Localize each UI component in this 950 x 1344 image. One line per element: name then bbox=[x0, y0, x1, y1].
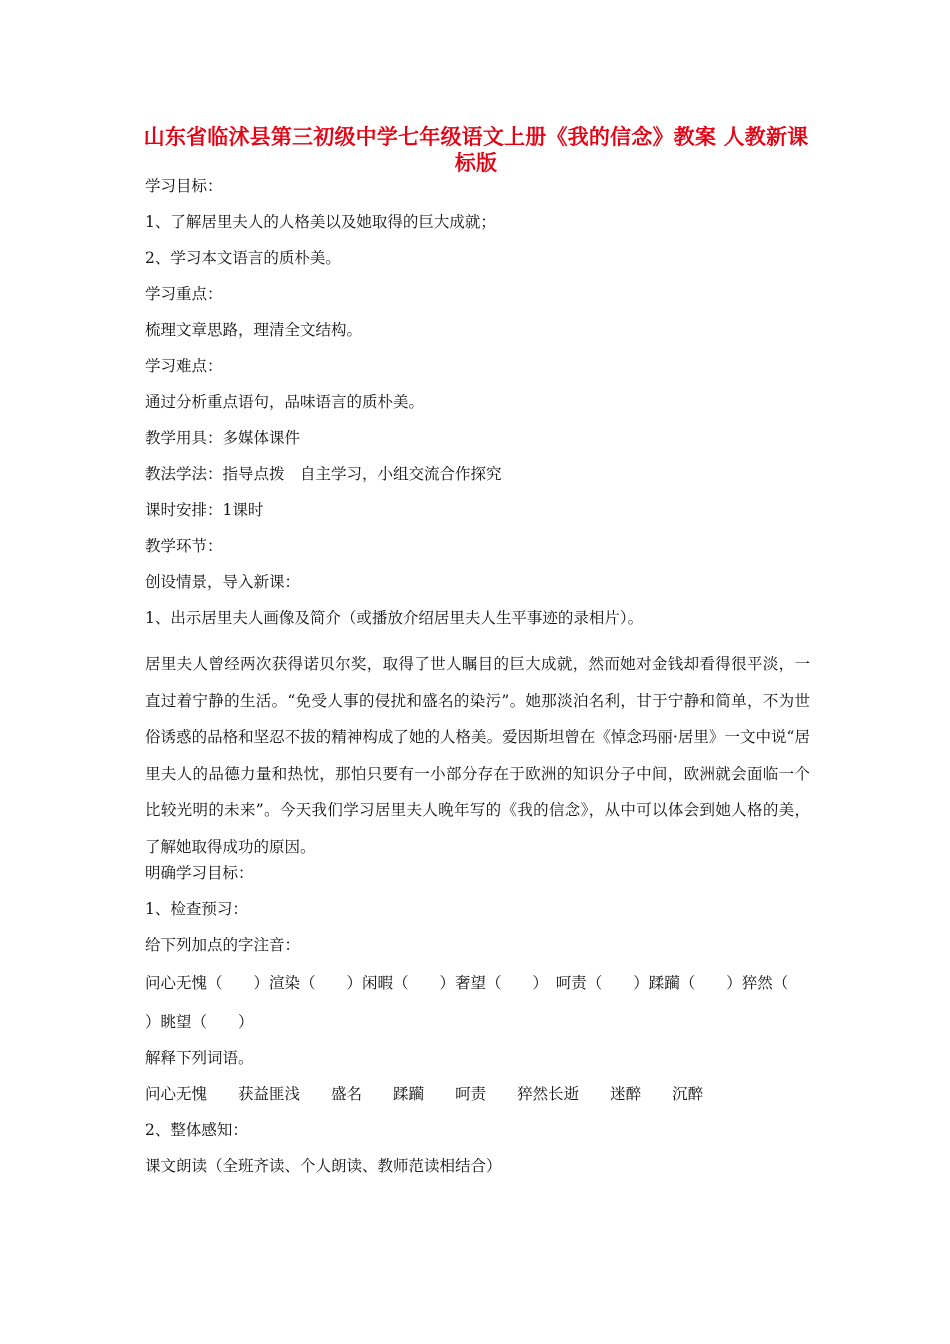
phonetic-exercise-line-2: ）眺望（ ） bbox=[145, 1013, 254, 1031]
document-title: 山东省临沭县第三初级中学七年级语文上册《我的信念》教案 人教新课标版 bbox=[143, 125, 809, 175]
intro-item-1: 1、出示居里夫人画像及简介（或播放介绍居里夫人生平事迹的录相片）。 bbox=[145, 609, 644, 627]
intro-paragraph: 居里夫人曾经两次获得诺贝尔奖，取得了世人瞩目的巨大成就，然而她对金钱却看得很平淡，一直过着宁静的生活。“免受人事的侵扰和盛名的染污”。她那淡泊名利，甘于宁静和简单，不为世俗诱惑的品格和坚忍不拔的精神构成了她的人格美。爱因斯坦曾在《悼念玛丽·居里》一文中说“居里夫人的品德力量和热忱，那怕只要有一小部分存在于欧洲的知识分子中间，欧洲就会面临一个比较光明的未来”。今天我们学习居里夫人晚年写的《我的信念》，从中可以体会到她人格的美，了解她取得成功的原因。 bbox=[145, 655, 810, 856]
phonetic-exercise-line-1: 问心无愧（ ）渲染（ ）闲暇（ ）奢望（ ） 呵责（ ）蹂躏（ ）猝然（ bbox=[145, 974, 789, 992]
vocabulary-word: 迷醉 bbox=[610, 1085, 642, 1103]
vocabulary-word: 蹂躏 bbox=[393, 1085, 425, 1103]
intro-heading: 创设情景，导入新课： bbox=[145, 573, 301, 591]
vocabulary-word: 盛名 bbox=[331, 1085, 363, 1103]
overall-heading: 2、整体感知： bbox=[145, 1121, 248, 1139]
goal-item-1: 1、了解居里夫人的人格美以及她取得的巨大成就； bbox=[145, 213, 496, 231]
vocabulary-word: 问心无愧 bbox=[145, 1085, 208, 1103]
clarify-heading: 明确学习目标： bbox=[145, 864, 254, 882]
vocabulary-word: 呵责 bbox=[455, 1085, 487, 1103]
class-schedule: 课时安排：1课时 bbox=[145, 501, 264, 519]
key-heading: 学习重点： bbox=[145, 285, 223, 303]
check-heading: 1、检查预习： bbox=[145, 900, 248, 918]
teaching-tools: 教学用具：多媒体课件 bbox=[145, 429, 301, 447]
goal-heading: 学习目标： bbox=[145, 177, 223, 195]
key-text: 梳理文章思路，理清全文结构。 bbox=[145, 321, 363, 339]
vocabulary-word: 猝然长逝 bbox=[517, 1085, 580, 1103]
goal-item-2: 2、学习本文语言的质朴美。 bbox=[145, 249, 341, 267]
process-heading: 教学环节： bbox=[145, 537, 223, 555]
vocabulary-word: 获益匪浅 bbox=[238, 1085, 301, 1103]
explain-instruction: 解释下列词语。 bbox=[145, 1049, 254, 1067]
reading-activity: 课文朗读（全班齐读、个人朗读、教师范读相结合） bbox=[145, 1157, 502, 1175]
vocabulary-list bbox=[145, 1086, 810, 1122]
teaching-methods: 教法学法：指导点拨 自主学习，小组交流合作探究 bbox=[145, 465, 502, 483]
difficulty-text: 通过分析重点语句，品味语言的质朴美。 bbox=[145, 393, 425, 411]
vocabulary-word: 沉醉 bbox=[672, 1085, 704, 1103]
document-body bbox=[145, 178, 810, 1194]
phonetic-instruction: 给下列加点的字注音： bbox=[145, 936, 301, 954]
difficulty-heading: 学习难点： bbox=[145, 357, 223, 375]
